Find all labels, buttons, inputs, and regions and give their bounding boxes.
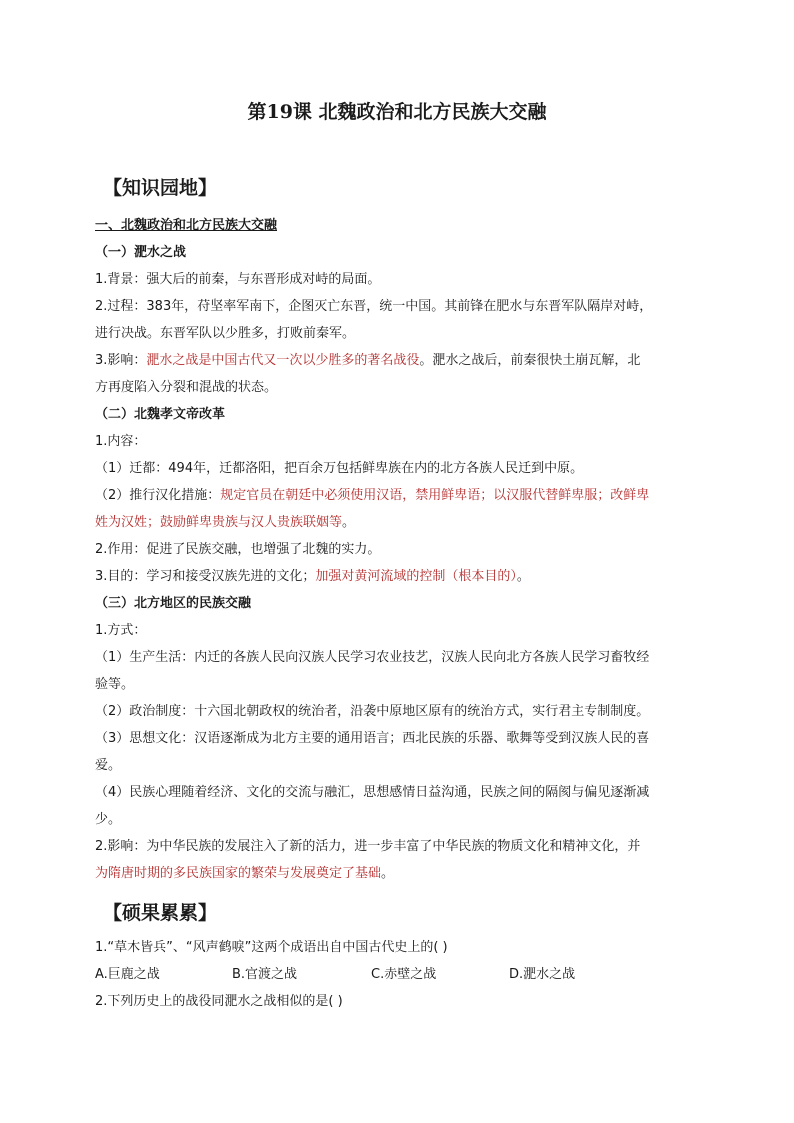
part1-line3	[95, 352, 640, 370]
part3-line5b: 少。	[95, 812, 122, 827]
part1-line3-highlight: 淝水之战是中国古代又一次以少胜多的著名战役	[146, 353, 420, 368]
part2-line3-prefix: （2）推行汉化措施：	[95, 488, 221, 503]
part2-title: （二）北魏孝文帝改革	[95, 407, 226, 422]
part3-line6b-highlight: 为隋唐时期的多民族国家的繁荣与发展奠定了基础	[95, 866, 382, 881]
part3-line4: （3）思想文化：汉语逐渐成为北方主要的通用语言；西北民族的乐器、歌舞等受到汉族人民的喜	[95, 731, 650, 746]
option-b: B.官渡之战	[232, 967, 298, 982]
part1-line1: 1.背景：强大后的前秦，与东晋形成对峙的局面。	[95, 272, 381, 287]
page-title: 第19课 北魏政治和北方民族大交融	[247, 101, 547, 123]
part1-line3b: 方再度陷入分裂和混战的状态。	[95, 380, 278, 395]
part3-line4b: 爱。	[95, 758, 122, 773]
unit-heading: 一、北魏政治和北方民族大交融	[95, 218, 278, 233]
part2-line3b	[95, 514, 355, 532]
part1-line3-suffix: 。淝水之战后，前秦很快土崩瓦解，北	[419, 353, 641, 368]
part2-line5-prefix: 3.目的：学习和接受汉族先进的文化；	[95, 569, 316, 584]
section-heading-exercises: 【硕果累累】	[103, 902, 218, 924]
question-1-options	[95, 966, 699, 984]
part3-line6b-suffix: 。	[381, 866, 395, 881]
part3-line1: 1.方式：	[95, 623, 147, 638]
part3-line2b: 验等。	[95, 677, 135, 692]
part2-line3-highlight: 规定官员在朝廷中必须使用汉语，禁用鲜卑语；以汉服代替鲜卑服；改鲜卑	[220, 488, 650, 503]
part3-line2: （1）生产生活：内迁的各族人民向汉族人民学习农业技艺，汉族人民向北方各族人民学习畜牧经	[95, 650, 650, 665]
option-d: D.淝水之战	[509, 967, 576, 982]
part1-line2: 2.过程：383年，苻坚率军南下，企图灭亡东晋，统一中国。其前锋在肥水与东晋军队隔岸对峙，	[95, 299, 653, 314]
part2-line2: （1）迁都：494年，迁都洛阳，把百余万包括鲜卑族在内的北方各族人民迁到中原。	[95, 461, 584, 476]
part2-line3b-suffix: 。	[342, 515, 356, 530]
part2-line5	[95, 568, 530, 586]
part3-line5: （4）民族心理随着经济、文化的交流与融汇，思想感情日益沟通，民族之间的隔阂与偏见逐渐减	[95, 785, 650, 800]
part3-title: （三）北方地区的民族交融	[95, 596, 252, 611]
part3-line6: 2.影响：为中华民族的发展注入了新的活力，进一步丰富了中华民族的物质文化和精神文化，并	[95, 839, 641, 854]
question-1: 1.“草木皆兵”、“风声鹤唳”这两个成语出自中国古代史上的( )	[95, 940, 448, 955]
option-c: C.赤壁之战	[371, 967, 437, 982]
section-heading-knowledge: 【知识园地】	[103, 177, 218, 199]
part2-line3b-highlight: 姓为汉姓；鼓励鲜卑贵族与汉人贵族联姻等	[95, 515, 343, 530]
part2-line3	[95, 487, 649, 505]
option-a: A.巨鹿之战	[95, 967, 160, 982]
question-2: 2.下列历史上的战役同淝水之战相似的是( )	[95, 994, 343, 1009]
part3-line3: （2）政治制度：十六国北朝政权的统治者，沿袭中原地区原有的统治方式，实行君主专制制度。	[95, 704, 650, 719]
part2-line4: 2.作用：促进了民族交融，也增强了北魏的实力。	[95, 542, 381, 557]
part2-line5-highlight: 加强对黄河流域的控制（根本目的）	[315, 569, 517, 584]
part1-line2b: 进行决战。东晋军队以少胜多，打败前秦军。	[95, 326, 356, 341]
part2-line1: 1.内容：	[95, 434, 147, 449]
part3-line6b	[95, 865, 394, 883]
part1-line3-prefix: 3.影响：	[95, 353, 147, 368]
part2-line5-suffix: 。	[516, 569, 530, 584]
part1-title: （一）淝水之战	[95, 245, 187, 260]
